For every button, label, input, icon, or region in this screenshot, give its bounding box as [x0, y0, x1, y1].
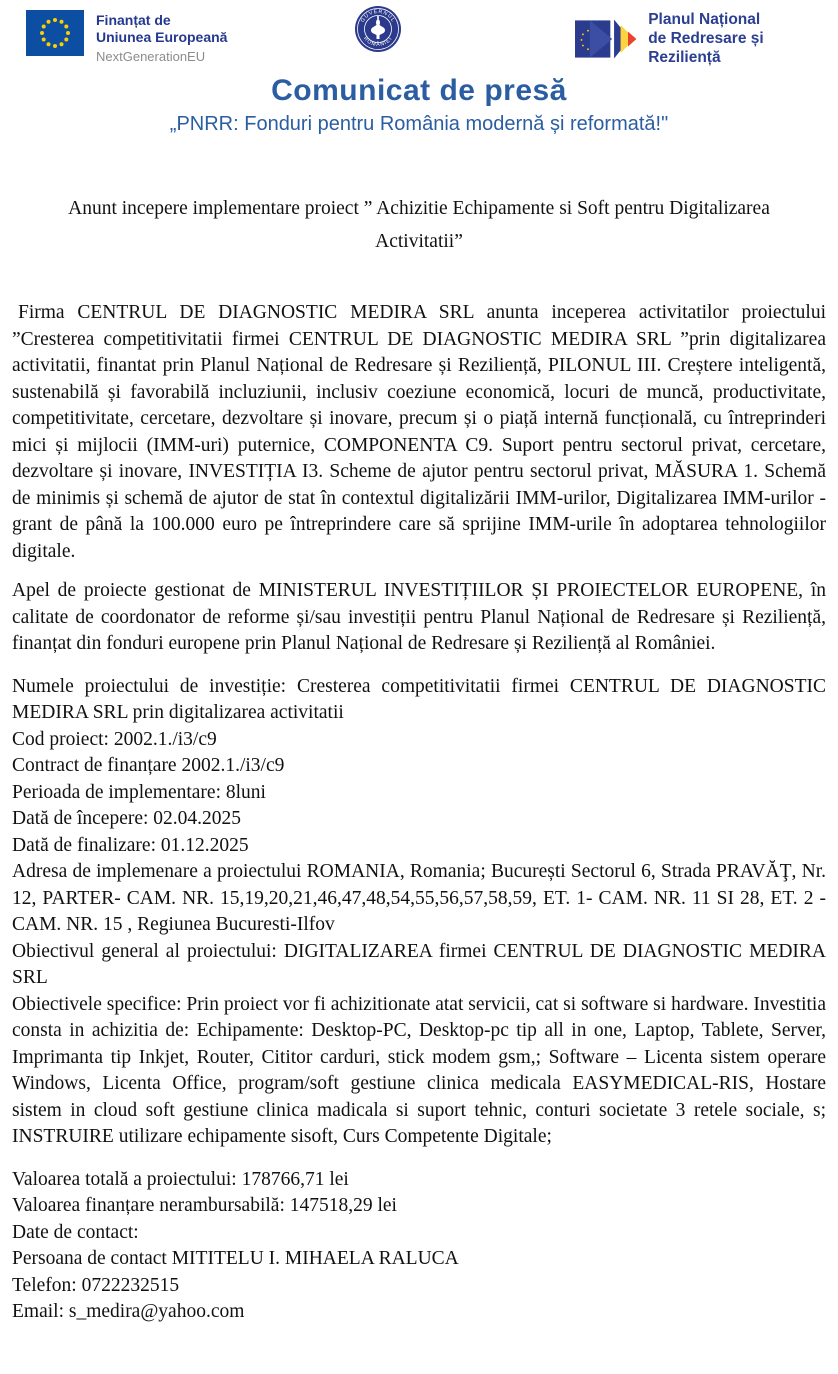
pnrr-logo-icon	[575, 16, 638, 62]
contact-heading: Date de contact:	[12, 1221, 139, 1243]
project-details	[12, 674, 826, 1151]
detail-implementation-period: Perioada de implementare: 8luni	[12, 781, 266, 803]
pnrr-text	[648, 10, 838, 67]
paragraph-project-description: Firma CENTRUL DE DIAGNOSTIC MEDIRA SRL anunta inceperea activitatilor proiectului ”Cresterea competitivitatii firmei CENTRUL DE DIAGNOSTIC MEDIRA SRL ”prin digitalizarea activitatii, finantat prin Planul Național de Redresare și Reziliență, PILONUL III. Creștere inteligentă, sustenabilă și favorabilă incluziunii, inclusiv coeziune economică, locuri de muncă, productivitate, competitivitate, cercetare, dezvoltare și inovare, precum și o piață internă funcțională, cu întreprinderi mici și mijlocii (IMM-uri) puternice, COMPONENTA C9. Suport pentru sectorul privat, cercetare, dezvoltare și inovare, INVESTIȚIA I3. Scheme de ajutor pentru sectorul privat, MĂSURA 1. Schemă de minimis și schemă de ajutor de stat în contextul digitalizării IMM-urilor, Digitalizarea IMM-urilor - grant de până la 100.000 euro pe întreprindere care să sprijine IMM-urile în adoptarea tehnologiilor digitale.	[12, 302, 826, 562]
contact-total-value: Valoarea totală a proiectului: 178766,71 lei	[12, 1168, 349, 1190]
contact-grant-value: Valoarea finanțare nerambursabilă: 147518,29 lei	[12, 1195, 397, 1216]
page-title: Comunicat de presă	[271, 74, 567, 107]
pnrr-logo	[575, 10, 838, 67]
detail-project-name: Numele proiectului de investiție: Cresterea competitivitatii firmei CENTRUL DE DIAGNOSTIC MEDIRA SRL prin digitalizarea activitatii	[12, 675, 826, 723]
contact-person: Persoana de contact MITITELU I. MIHAELA RALUCA	[12, 1248, 459, 1269]
announcement-title: Anunt incepere implementare proiect ” Achizitie Echipamente si Soft pentru Digitalizarea Activitatii”	[68, 198, 770, 252]
detail-end-date: Dată de finalizare: 01.12.2025	[12, 834, 249, 856]
detail-financing-contract: Contract de finanțare 2002.1./i3/c9	[12, 755, 285, 776]
contact-block	[12, 1167, 826, 1326]
eu-funding-line3: NextGenerationEU	[96, 49, 206, 64]
detail-general-objective: Obiectivul general al proiectului: DIGITALIZAREA firmei CENTRUL DE DIAGNOSTIC MEDIRA SRL	[12, 940, 826, 988]
document-body	[0, 192, 838, 1326]
pnrr-line1: Planul Național	[648, 11, 761, 28]
header	[0, 0, 838, 150]
contact-email: Email: s_medira@yahoo.com	[12, 1301, 245, 1322]
detail-specific-objectives: Obiectivele specifice: Prin proiect vor fi achizitionate atat servicii, cat si software si hardware. Investitia consta in achizitia de: Echipamente: Desktop-PC, Desktop-pc tip all in one, Laptop, Tablete, Server, Imprimanta tip Inkjet, Router, Cititor carduri, stick modem gsm,; Software – Licenta sistem operare Windows, Licenta Office, program/soft gestiune clinica medicala EASYMEDICAL-RIS, Hostare sistem in cloud soft gestiune clinica madicala si suport tehnic, conturi societate 3 retele sociale, s; INSTRUIRE utilizare echipamente sisoft, Curs Competente Digitale;	[12, 993, 826, 1147]
page-subtitle: „PNRR: Fonduri pentru România modernă și reformată!"	[169, 113, 669, 135]
detail-start-date: Dată de începere: 02.04.2025	[12, 808, 242, 829]
seal-top-text: GUVERNUL	[359, 8, 397, 24]
eu-funding-line1: Finanțat de	[96, 12, 171, 28]
gov-romania-seal-icon	[354, 5, 402, 53]
eu-funding-line2: Uniunea Europeană	[96, 29, 228, 45]
contact-phone: Telefon: 0722232515	[12, 1274, 180, 1296]
eu-flag-icon	[26, 10, 84, 56]
seal-bottom-text: ROMÂNIEI	[362, 35, 394, 49]
detail-implementation-address: Adresa de implemenare a proiectului ROMANIA, Romania; București Sectorul 6, Strada PRAVĂŢ, Nr. 12, PARTER- CAM. NR. 15,19,20,21,46,47,48,54,55,56,57,58,59, ET. 1- CAM. NR. 11 SI 28, ET. 2 - CAM. NR. 15 , Regiunea Bucuresti-Ilfov	[12, 861, 826, 935]
detail-project-code: Cod proiect: 2002.1./i3/c9	[12, 728, 217, 750]
eu-funding-logo	[26, 10, 227, 65]
paragraph-call-management: Apel de proiecte gestionat de MINISTERUL INVESTIȚIILOR ȘI PROIECTELOR EUROPENE, în calitate de coordonator de reforme și/sau investiții pentru Planul Național de Redresare și Reziliență, finanțat din fonduri europene prin Planul Național de Redresare și Reziliență al României.	[12, 580, 826, 654]
eu-funding-text	[96, 10, 227, 65]
pnrr-line2: de Redresare și Reziliență	[648, 30, 764, 66]
